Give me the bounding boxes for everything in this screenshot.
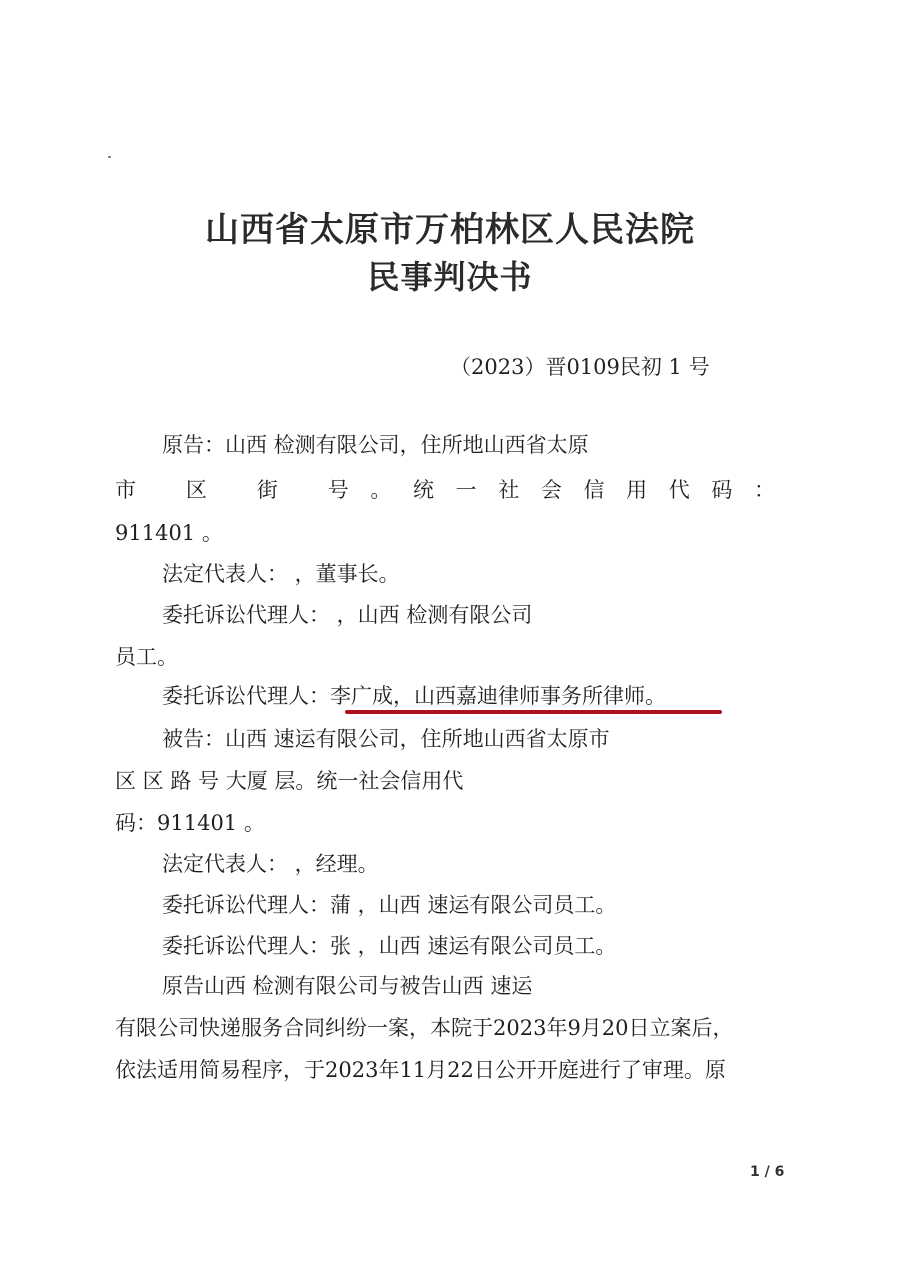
- case-summary-line-2: 有限公司快递服务合同纠纷一案，本院于2023年9月20日立案后，: [115, 1016, 734, 1040]
- scan-speck: [108, 156, 111, 158]
- defendant-address-line: 区 区 路 号 大厦 层。统一社会信用代: [115, 769, 464, 793]
- case-summary-line-1: 原告山西 检测有限公司与被告山西 速运: [162, 974, 533, 998]
- defendant-credit-code: 码：911401 。: [115, 811, 265, 835]
- court-title: 山西省太原市万柏林区人民法院: [205, 210, 695, 250]
- case-number: （2023）晋0109民初 1 号: [450, 355, 710, 379]
- defendant-agent-1: 委托诉讼代理人：蒲 ，山西 速运有限公司员工。: [162, 893, 617, 917]
- plaintiff-address-line: 市 区 街 号。统一社会信用代码：: [115, 478, 775, 502]
- defendant-legal-rep: 法定代表人： ，经理。: [162, 852, 379, 876]
- document-type-title: 民事判决书: [367, 258, 533, 296]
- plaintiff-legal-rep: 法定代表人： ，董事长。: [162, 562, 400, 586]
- defendant-line: 被告：山西 速运有限公司，住所地山西省太原市: [162, 727, 610, 751]
- plaintiff-agent-1: 委托诉讼代理人： ，山西 检测有限公司: [162, 603, 533, 627]
- case-summary-line-3: 依法适用简易程序，于2023年11月22日公开开庭进行了审理。原: [115, 1058, 726, 1082]
- defendant-agent-2: 委托诉讼代理人：张 ，山西 速运有限公司员工。: [162, 934, 617, 958]
- highlight-underline: [345, 710, 722, 714]
- page-number: 1 / 6: [750, 1164, 785, 1180]
- plaintiff-credit-code: 911401 。: [115, 521, 223, 545]
- plaintiff-agent-1-cont: 员工。: [115, 645, 178, 669]
- plaintiff-line: 原告：山西 检测有限公司，住所地山西省太原: [162, 433, 589, 457]
- plaintiff-agent-2: 委托诉讼代理人：李广成，山西嘉迪律师事务所律师。: [162, 684, 666, 708]
